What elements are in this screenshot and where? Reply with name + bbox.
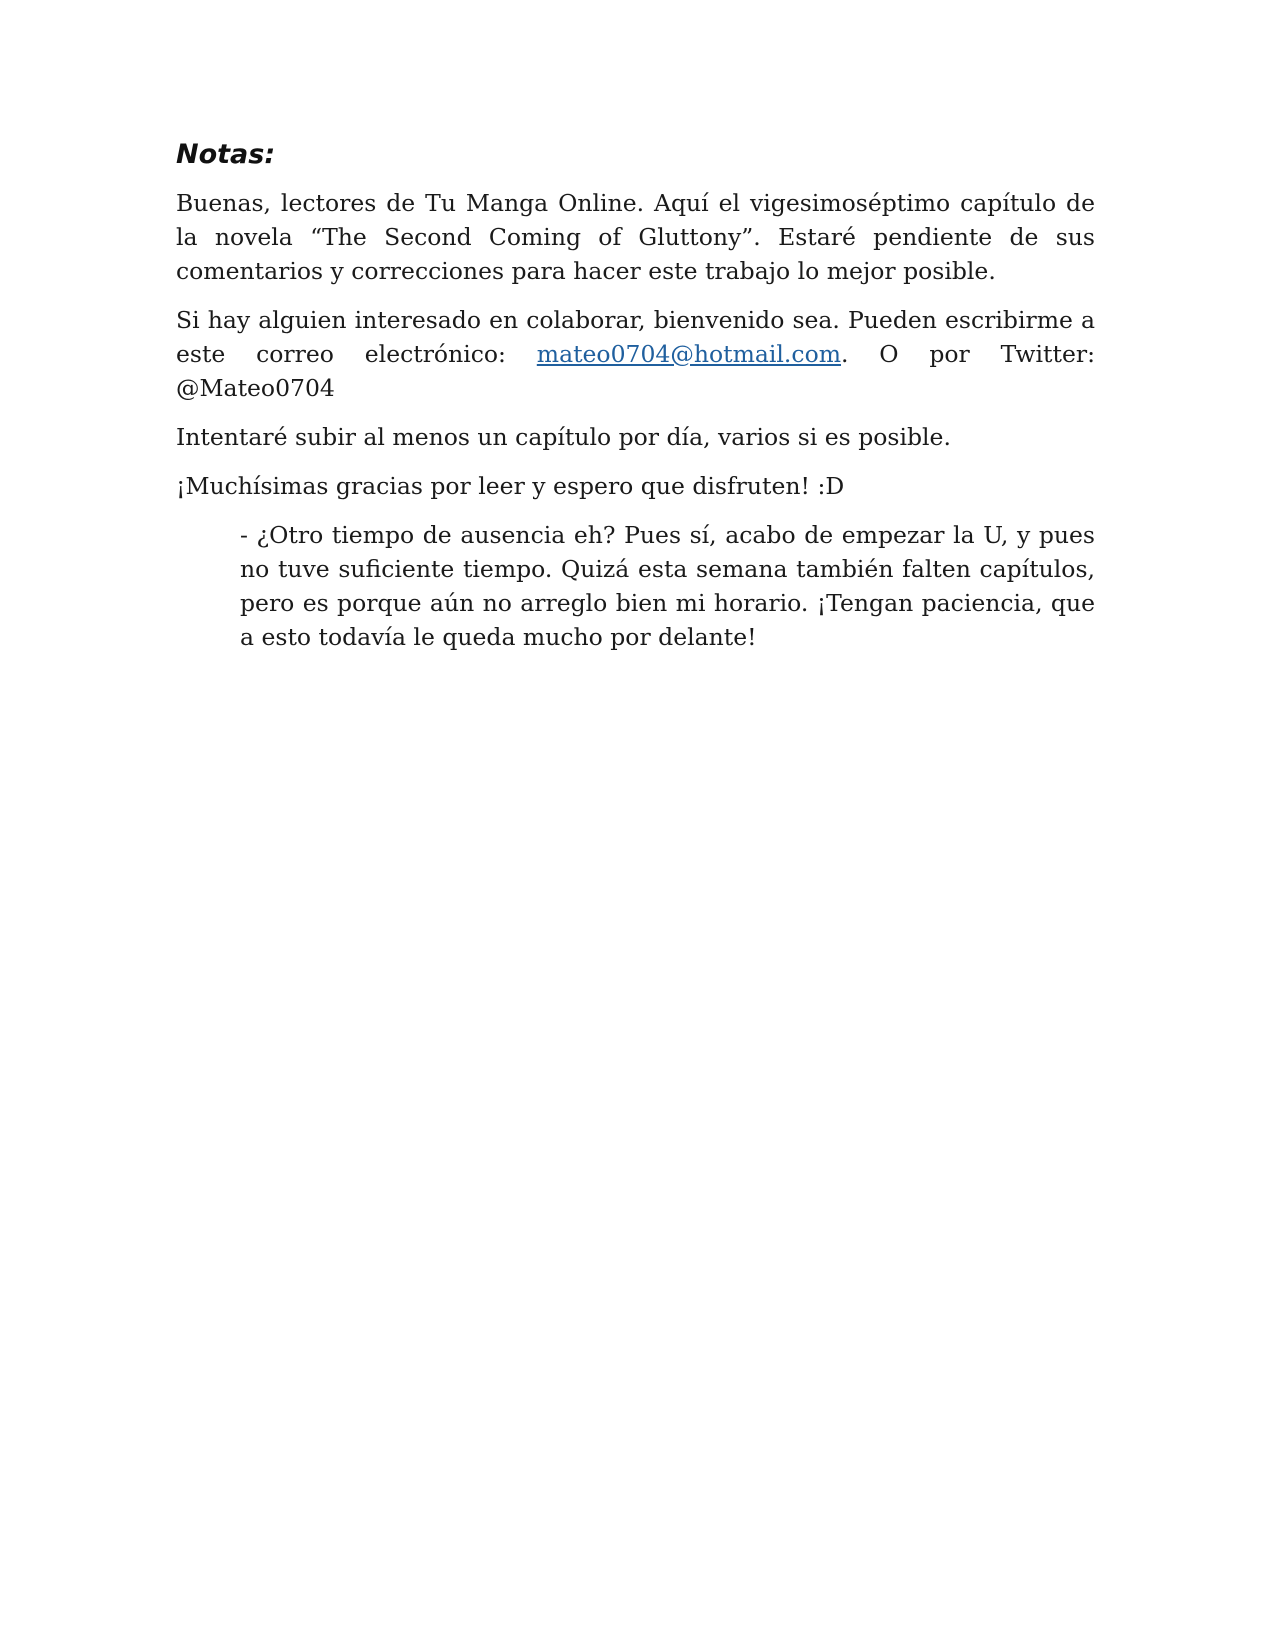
contact-text-before: Si hay alguien interesado en colaborar, bienvenido sea. Pueden escribirme a este correo electrónico:	[176, 306, 1095, 368]
thanks-paragraph: ¡Muchísimas gracias por leer y espero que disfruten! :D	[176, 472, 845, 500]
contact-text-after: . O por Twitter: @Mateo0704	[176, 340, 1095, 402]
contact-paragraph	[176, 303, 1095, 405]
schedule-paragraph: Intentaré subir al menos un capítulo por día, varios si es posible.	[176, 423, 951, 451]
notes-section	[176, 138, 1095, 654]
translator-note: - ¿Otro tiempo de ausencia eh? Pues sí, acabo de empezar la U, y pues no tuve suficiente tiempo. Quizá esta semana también falten capítulos, pero es porque aún no arreglo bien mi horario. ¡Tengan paciencia, que a esto todavía le queda mucho por delante!	[240, 521, 1095, 651]
intro-paragraph: Buenas, lectores de Tu Manga Online. Aquí el vigesimoséptimo capítulo de la novela “The Second Coming of Gluttony”. Estaré pendiente de sus comentarios y correcciones para hacer este trabajo lo mejor posible.	[176, 189, 1095, 285]
email-link[interactable]: mateo0704@hotmail.com	[536, 340, 841, 368]
notes-heading: Notas:	[176, 139, 276, 170]
